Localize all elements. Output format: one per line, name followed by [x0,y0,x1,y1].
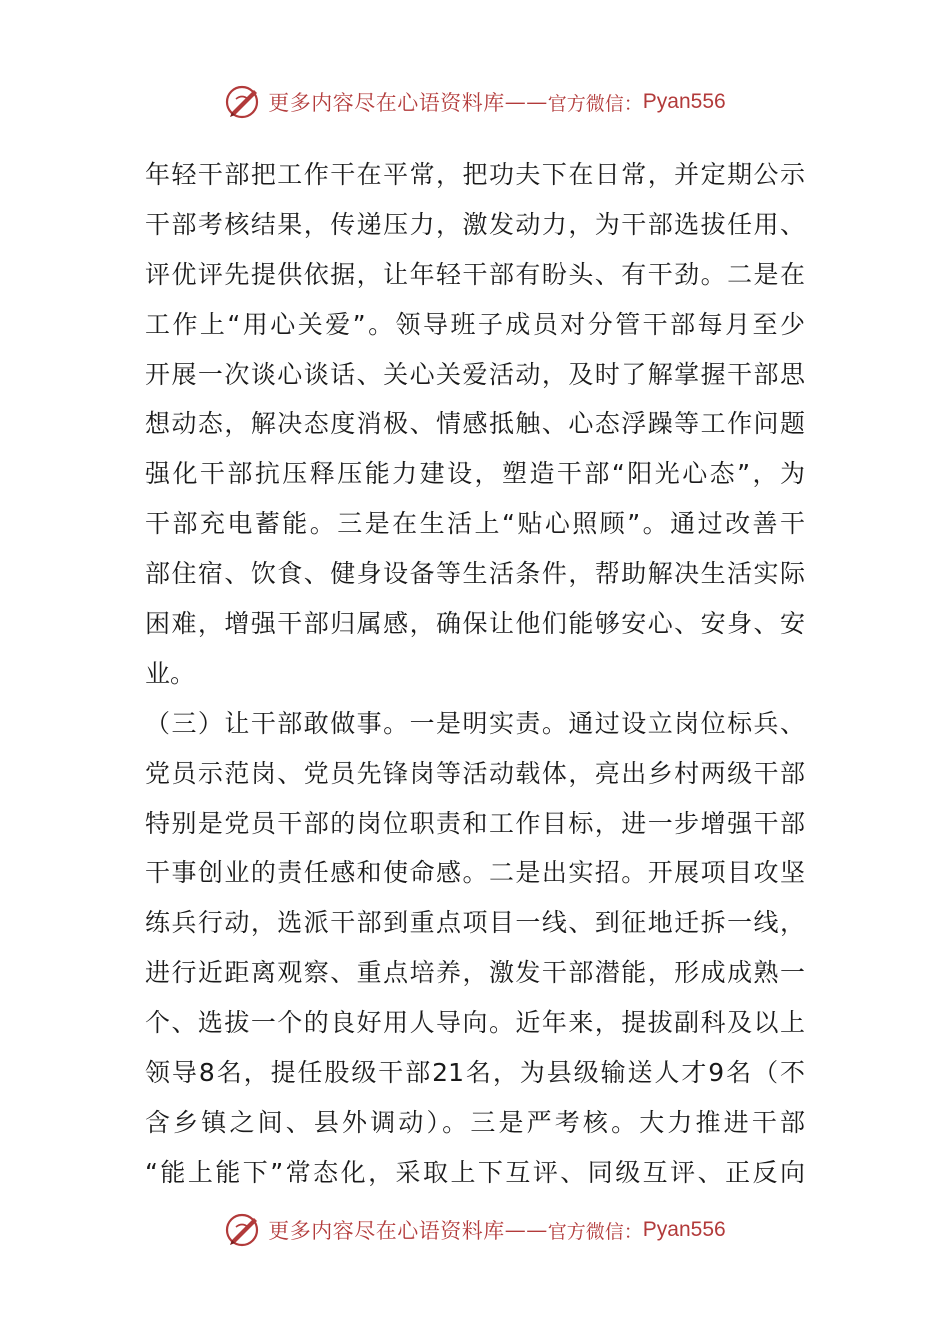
text-line: 干部考核结果，传递压力，激发动力，为干部选拔任用、 [145,209,805,239]
watermark-wechat-id: Pyan556 [642,1218,726,1241]
text-line: 干事创业的责任感和使命感。二是出实招。开展项目攻坚 [145,858,805,888]
text-line: 练兵行动，选派干部到重点项目一线、到征地迁拆一线， [145,908,805,938]
text-line: 领导8名，提任股级干部21名，为县级输送人才9名（不 [145,1058,806,1088]
text-line: “能上能下”常态化，采取上下互评、同级互评、正反向 [145,1157,805,1187]
text-line: 部住宿、饮食、健身设备等生活条件，帮助解决生活实际 [145,559,805,589]
text-line: 特别是党员干部的岗位职责和工作目标，进一步增强干部 [145,808,805,838]
text-line: 工作上“用心关爱”。领导班子成员对分管干部每月至少 [145,309,805,339]
watermark-wechat-id: Pyan556 [642,90,726,113]
watermark-footer [0,1210,950,1250]
pen-logo-icon [224,82,264,122]
pen-logo-icon [224,1210,264,1250]
text-line: 评优评先提供依据，让年轻干部有盼头、有干劲。二是在 [145,259,805,289]
text-line: 开展一次谈心谈话、关心关爱活动，及时了解掌握干部思 [145,359,805,389]
text-line: 进行近距离观察、重点培养，激发干部潜能，形成成熟一 [145,958,805,988]
document-body [145,150,805,1198]
text-line: 个、选拔一个的良好用人导向。近年来，提拔副科及以上 [145,1008,805,1038]
text-line: 含乡镇之间、县外调动）。三是严考核。大力推进干部 [145,1107,805,1137]
watermark-wechat-label: 官方微信： [547,1220,643,1243]
text-line: 强化干部抗压释压能力建设，塑造干部“阳光心态”，为 [145,459,805,489]
text-line: 干部充电蓄能。三是在生活上“贴心照顾”。通过改善干 [145,509,805,539]
watermark-title: 更多内容尽在心语资料库 [268,91,505,115]
watermark-header [0,82,950,122]
watermark-dash: —— [504,90,548,114]
text-line: 年轻干部把工作干在平常，把功夫下在日常，并定期公示 [145,160,805,189]
text-line: 业。 [145,658,196,688]
watermark-wechat-label: 官方微信： [547,92,643,115]
text-line: 党员示范岗、党员先锋岗等活动载体，亮出乡村两级干部 [145,758,805,788]
text-line: 想动态，解决态度消极、情感抵触、心态浮躁等工作问题 [145,409,805,439]
text-line: 困难，增强干部归属感，确保让他们能够安心、安身、安 [145,609,805,639]
section-heading-line: （三）让干部敢做事。一是明实责。通过设立岗位标兵、 [145,708,805,738]
watermark-title: 更多内容尽在心语资料库 [268,1219,505,1243]
watermark-dash: —— [504,1218,548,1242]
